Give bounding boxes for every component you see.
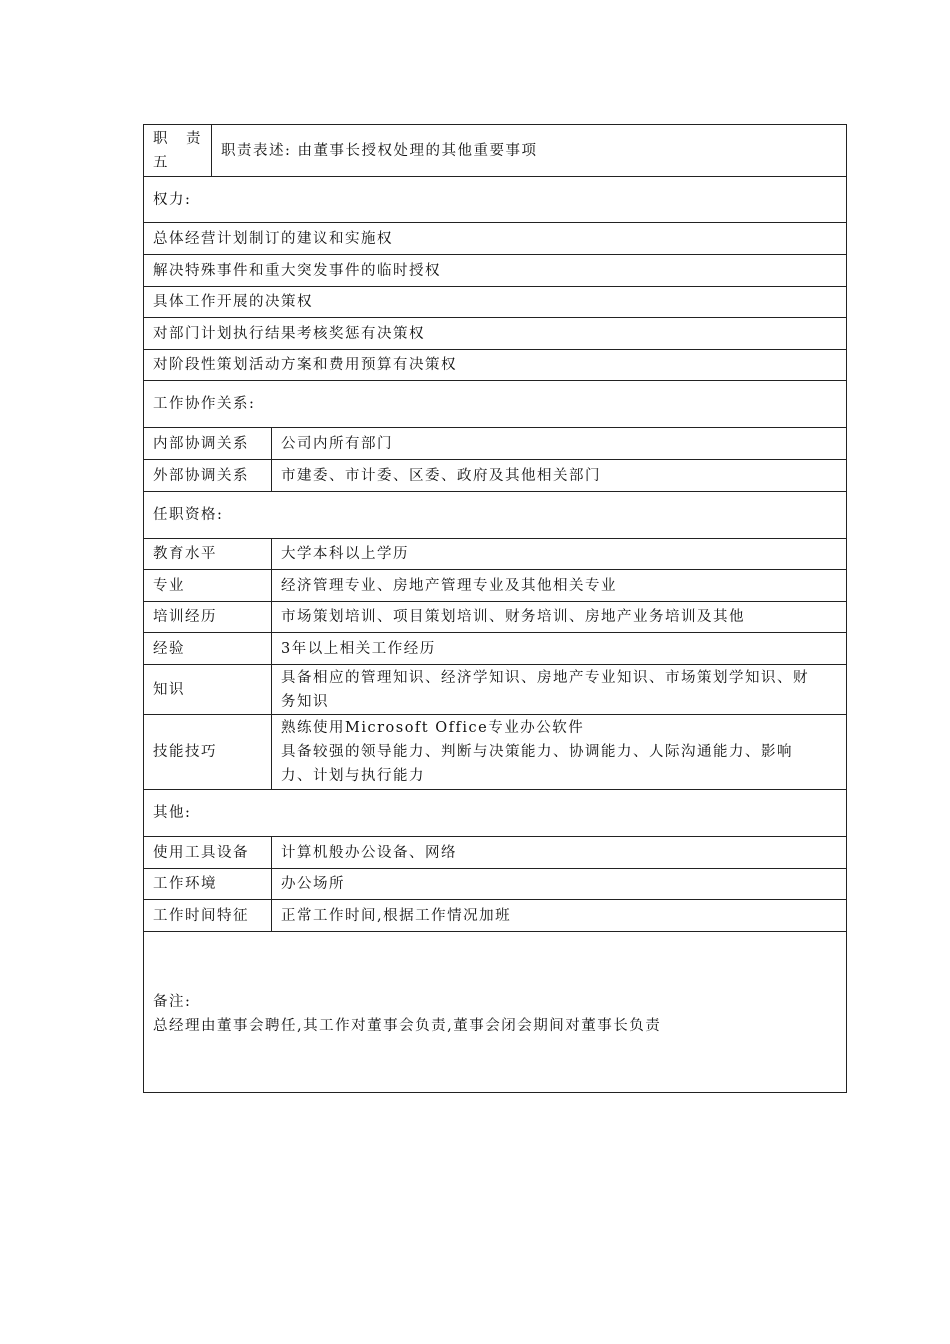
- authority-item-text: 解决特殊事件和重大突发事件的临时授权: [153, 262, 441, 279]
- other-value: 正常工作时间,根据工作情况加班: [281, 907, 512, 924]
- relation-row: [144, 459, 846, 491]
- qualification-value: 市场策划培训、项目策划培训、财务培训、房地产业务培训及其他: [281, 609, 745, 625]
- knowledge-label: 知识: [144, 665, 272, 714]
- qualification-value: 经济管理专业、房地产管理专业及其他相关专业: [281, 577, 617, 594]
- duty-label-char-2: 责: [186, 130, 202, 147]
- notes-label: 备注:: [153, 994, 192, 1010]
- authority-item-text: 对部门计划执行结果考核奖惩有决策权: [153, 325, 425, 342]
- qualification-value: 3年以上相关工作经历: [281, 640, 436, 657]
- duty-label: [144, 125, 212, 176]
- qualification-row: [144, 538, 846, 569]
- other-value: 计算机般办公设备、网络: [281, 844, 457, 861]
- qualifications-heading-row: [144, 491, 846, 538]
- qualification-value: 大学本科以上学历: [281, 546, 409, 562]
- authority-item: [144, 254, 846, 286]
- skills-row: [144, 714, 846, 789]
- authority-heading: 权力:: [153, 191, 192, 208]
- notes-text: 总经理由董事会聘任,其工作对董事会负责,董事会闭会期间对董事长负责: [153, 1018, 662, 1034]
- authority-heading-row: [144, 176, 846, 222]
- authority-item-text: 对阶段性策划活动方案和费用预算有决策权: [153, 357, 457, 373]
- knowledge-value: [272, 665, 846, 714]
- other-label: 工作时间特征: [144, 900, 272, 931]
- authority-item: [144, 286, 846, 317]
- skills-line: 具备较强的领导能力、判断与决策能力、协调能力、人际沟通能力、影响: [281, 744, 793, 760]
- qualification-label: 专业: [144, 570, 272, 601]
- relation-label: 外部协调关系: [144, 460, 272, 491]
- other-heading-row: [144, 789, 846, 836]
- relation-value: 公司内所有部门: [281, 435, 393, 452]
- qualification-label: 经验: [144, 633, 272, 664]
- qualification-label: 教育水平: [144, 539, 272, 569]
- other-row: [144, 899, 846, 931]
- authority-item-text: 总体经营计划制订的建议和实施权: [153, 230, 393, 247]
- authority-item: [144, 317, 846, 349]
- notes-row: [144, 931, 846, 1092]
- authority-item: [144, 349, 846, 380]
- skills-line: 力、计划与执行能力: [281, 768, 425, 784]
- duty-row: [144, 125, 846, 176]
- authority-item-text: 具体工作开展的决策权: [153, 294, 313, 310]
- other-row: [144, 868, 846, 899]
- authority-item: [144, 222, 846, 254]
- other-label: 工作环境: [144, 869, 272, 899]
- job-description-table: [143, 124, 847, 1093]
- qualification-row: [144, 632, 846, 664]
- other-value: 办公场所: [281, 876, 345, 892]
- relation-row: [144, 427, 846, 459]
- other-heading: 其他:: [153, 805, 192, 821]
- qualifications-heading: 任职资格:: [153, 507, 224, 523]
- knowledge-row: [144, 664, 846, 714]
- relation-value: 市建委、市计委、区委、政府及其他相关部门: [281, 467, 601, 484]
- knowledge-line: 务知识: [281, 693, 329, 710]
- duty-label-char-3: 五: [153, 154, 169, 171]
- qualification-label: 培训经历: [144, 602, 272, 632]
- qualification-row: [144, 601, 846, 632]
- qualification-row: [144, 569, 846, 601]
- skills-line: 熟练使用Microsoft Office专业办公软件: [281, 720, 585, 736]
- notes-cell: [144, 932, 846, 1092]
- other-label: 使用工具设备: [144, 837, 272, 868]
- knowledge-line: 具备相应的管理知识、经济学知识、房地产专业知识、市场策划学知识、财: [281, 669, 809, 686]
- other-row: [144, 836, 846, 868]
- duty-description: 职责表述: 由董事长授权处理的其他重要事项: [221, 142, 538, 159]
- skills-value: [272, 715, 846, 789]
- relation-label: 内部协调关系: [144, 428, 272, 459]
- duty-label-char-1: 职: [153, 130, 169, 147]
- relations-heading-row: [144, 380, 846, 427]
- skills-label: 技能技巧: [144, 715, 272, 789]
- relations-heading: 工作协作关系:: [153, 396, 256, 412]
